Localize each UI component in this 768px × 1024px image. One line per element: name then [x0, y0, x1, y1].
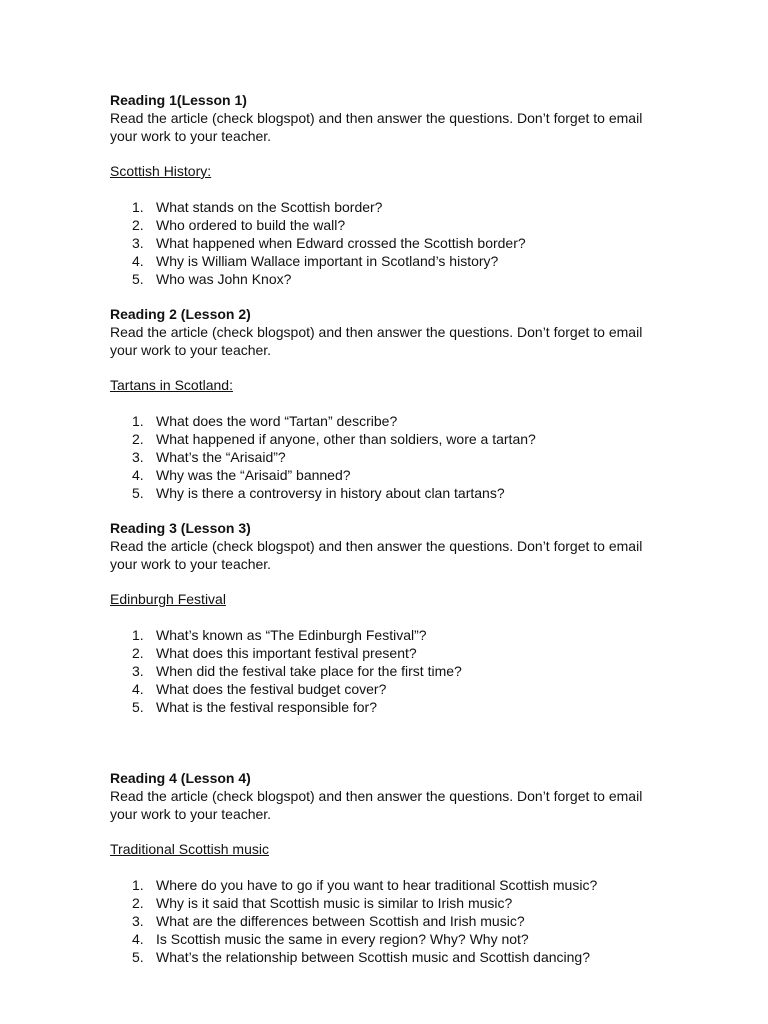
question-number: 1. — [132, 877, 144, 893]
question-list — [110, 412, 690, 502]
question-text: What is the festival responsible for? — [156, 699, 377, 715]
section-heading: Reading 4 (Lesson 4) — [110, 770, 251, 786]
section-heading: Reading 2 (Lesson 2) — [110, 306, 251, 322]
question-text: Why is it said that Scottish music is similar to Irish music? — [156, 895, 513, 911]
question-text: Who was John Knox? — [156, 271, 292, 287]
reading-section-2 — [110, 305, 690, 502]
question-number: 2. — [132, 217, 144, 233]
question-number: 5. — [132, 485, 144, 501]
question-text: Why is there a controversy in history about clan tartans? — [156, 485, 505, 501]
section-topic: Traditional Scottish music — [110, 841, 269, 857]
section-instructions: Read the article (check blogspot) and then answer the questions. Don’t forget to email your work to your teacher. — [110, 788, 643, 822]
section-instructions: Read the article (check blogspot) and then answer the questions. Don’t forget to email your work to your teacher. — [110, 110, 643, 144]
section-topic: Edinburgh Festival — [110, 591, 226, 607]
question-item — [110, 894, 690, 912]
question-item — [110, 948, 690, 966]
question-number: 1. — [132, 627, 144, 643]
worksheet-page — [110, 91, 690, 966]
question-number: 1. — [132, 199, 144, 215]
question-item — [110, 876, 690, 894]
question-item — [110, 662, 690, 680]
question-item — [110, 698, 690, 716]
question-number: 4. — [132, 931, 144, 947]
question-item — [110, 270, 690, 288]
question-text: Is Scottish music the same in every region? Why? Why not? — [156, 931, 529, 947]
question-number: 2. — [132, 895, 144, 911]
reading-section-3 — [110, 519, 690, 716]
question-text: What’s the relationship between Scottish music and Scottish dancing? — [156, 949, 590, 965]
question-number: 5. — [132, 949, 144, 965]
question-item — [110, 412, 690, 430]
question-text: Where do you have to go if you want to hear traditional Scottish music? — [156, 877, 598, 893]
section-topic: Scottish History: — [110, 163, 212, 179]
question-number: 3. — [132, 913, 144, 929]
question-item — [110, 448, 690, 466]
question-number: 5. — [132, 271, 144, 287]
question-number: 1. — [132, 413, 144, 429]
question-item — [110, 216, 690, 234]
question-list — [110, 198, 690, 288]
question-list — [110, 876, 690, 966]
reading-section-4 — [110, 769, 690, 966]
section-heading: Reading 1(Lesson 1) — [110, 92, 247, 108]
question-text: What happened when Edward crossed the Scottish border? — [156, 235, 526, 251]
section-instructions: Read the article (check blogspot) and then answer the questions. Don’t forget to email your work to your teacher. — [110, 538, 643, 572]
question-number: 3. — [132, 235, 144, 251]
question-number: 2. — [132, 645, 144, 661]
question-text: What does this important festival present? — [156, 645, 417, 661]
question-number: 2. — [132, 431, 144, 447]
question-item — [110, 252, 690, 270]
question-item — [110, 234, 690, 252]
question-text: What does the festival budget cover? — [156, 681, 387, 697]
question-item — [110, 198, 690, 216]
question-item — [110, 626, 690, 644]
section-heading: Reading 3 (Lesson 3) — [110, 520, 251, 536]
section-topic: Tartans in Scotland: — [110, 377, 233, 393]
question-text: When did the festival take place for the first time? — [156, 663, 462, 679]
question-item — [110, 930, 690, 948]
question-text: What’s known as “The Edinburgh Festival”? — [156, 627, 427, 643]
question-item — [110, 644, 690, 662]
question-text: What’s the “Arisaid”? — [156, 449, 286, 465]
question-text: Who ordered to build the wall? — [156, 217, 346, 233]
question-number: 4. — [132, 681, 144, 697]
question-number: 3. — [132, 663, 144, 679]
reading-section-1 — [110, 91, 690, 288]
section-instructions: Read the article (check blogspot) and then answer the questions. Don’t forget to email your work to your teacher. — [110, 324, 643, 358]
question-item — [110, 430, 690, 448]
question-number: 3. — [132, 449, 144, 465]
question-item — [110, 912, 690, 930]
question-number: 4. — [132, 467, 144, 483]
question-text: Why was the “Arisaid” banned? — [156, 467, 351, 483]
question-item — [110, 484, 690, 502]
question-text: Why is William Wallace important in Scotland’s history? — [156, 253, 499, 269]
question-item — [110, 680, 690, 698]
question-number: 4. — [132, 253, 144, 269]
question-text: What happened if anyone, other than soldiers, wore a tartan? — [156, 431, 536, 447]
question-text: What does the word “Tartan” describe? — [156, 413, 398, 429]
question-list — [110, 626, 690, 716]
question-number: 5. — [132, 699, 144, 715]
question-item — [110, 466, 690, 484]
question-text: What are the differences between Scottish and Irish music? — [156, 913, 525, 929]
question-text: What stands on the Scottish border? — [156, 199, 383, 215]
